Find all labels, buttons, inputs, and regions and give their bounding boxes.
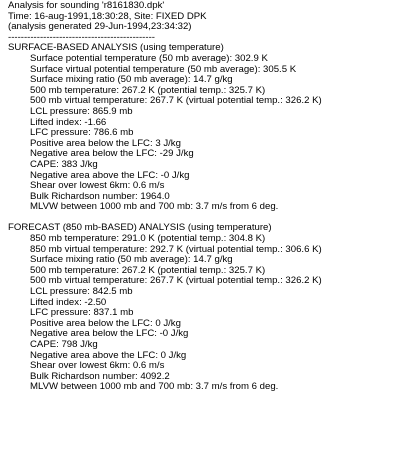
forecast-lines [8, 234, 414, 393]
generated-line: (analysis generated 29-Jun-1994,23:34:32) [8, 21, 192, 33]
time-site-line: Time: 16-aug-1991,18:30:28, Site: FIXED DPK [8, 10, 207, 22]
analysis-line: 500 mb virtual temperature: 267.7 K (virtual potential temp.: 326.2 K) [30, 95, 322, 107]
analysis-line: Surface potential temperature (50 mb average): 302.9 K [30, 52, 268, 64]
analysis-line: Shear over lowest 6km: 0.6 m/s [30, 360, 165, 372]
analysis-line: Negative area below the LFC: -29 J/kg [30, 148, 194, 160]
sounding-analysis-document [8, 1, 414, 393]
analysis-line: Bulk Richardson number: 4092.2 [30, 370, 170, 382]
analysis-line: 850 mb virtual temperature: 292.7 K (virtual potential temp.: 306.6 K) [30, 243, 322, 255]
analysis-line: 500 mb temperature: 267.2 K (potential temp.: 325.7 K) [30, 264, 266, 276]
forecast-heading: FORECAST (850 mb-BASED) ANALYSIS (using temperature) [8, 222, 272, 234]
analysis-line: LCL pressure: 842.5 mb [30, 286, 133, 298]
analysis-line: LFC pressure: 786.6 mb [30, 127, 134, 139]
analysis-line: 500 mb temperature: 267.2 K (potential temp.: 325.7 K) [30, 84, 266, 96]
surface-based-lines [8, 54, 414, 213]
analysis-line: Shear over lowest 6km: 0.6 m/s [30, 180, 165, 192]
analysis-line: Lifted index: -1.66 [30, 116, 107, 128]
analysis-line: MLVW between 1000 mb and 700 mb: 3.7 m/s from 6 deg. [30, 381, 279, 393]
analysis-line: 500 mb virtual temperature: 267.7 K (virtual potential temp.: 326.2 K) [30, 275, 322, 287]
analysis-line: Negative area above the LFC: 0 J/kg [30, 349, 187, 361]
analysis-line: Negative area below the LFC: -0 J/kg [30, 328, 189, 340]
divider-line: ---------------------------------------------- [8, 31, 155, 43]
analysis-line: Surface mixing ratio (50 mb average): 14.7 g/kg [30, 74, 233, 86]
analysis-line: Positive area below the LFC: 0 J/kg [30, 317, 181, 329]
analysis-line: CAPE: 798 J/kg [30, 339, 98, 350]
analysis-line: MLVW between 1000 mb and 700 mb: 3.7 m/s from 6 deg. [30, 201, 279, 213]
analysis-line: Negative area above the LFC: -0 J/kg [30, 169, 190, 181]
analysis-line: Bulk Richardson number: 1964.0 [30, 190, 170, 202]
analysis-line: 850 mb temperature: 291.0 K (potential temp.: 304.8 K) [30, 233, 266, 245]
analysis-line: Surface mixing ratio (50 mb average): 14.7 g/kg [30, 254, 233, 266]
analysis-line: Positive area below the LFC: 3 J/kg [30, 137, 181, 149]
analysis-line: LCL pressure: 865.9 mb [30, 105, 133, 117]
analysis-line: CAPE: 383 J/kg [30, 158, 98, 170]
surface-based-heading: SURFACE-BASED ANALYSIS (using temperature) [8, 42, 224, 54]
analysis-title: Analysis for sounding 'r8161830.dpk' [8, 0, 165, 11]
analysis-line: Lifted index: -2.50 [30, 296, 107, 308]
analysis-line: Surface virtual potential temperature (50 mb average): 305.5 K [30, 63, 297, 75]
analysis-line: LFC pressure: 837.1 mb [30, 307, 134, 319]
